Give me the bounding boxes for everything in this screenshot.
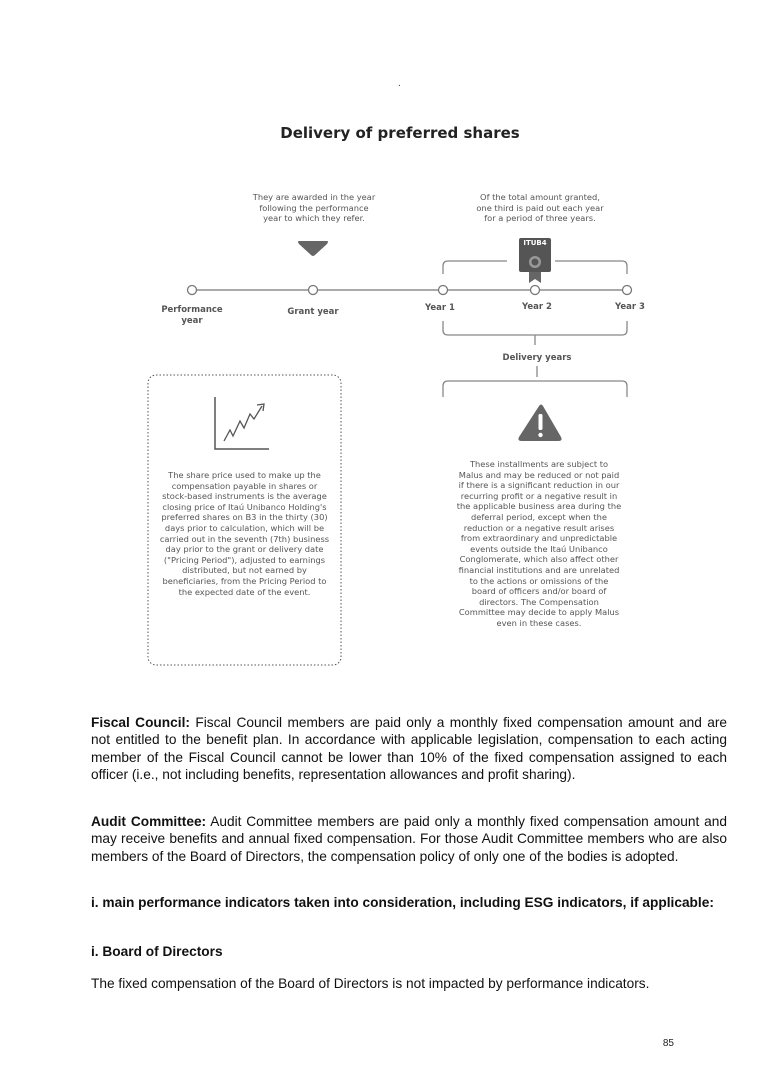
node-grant-year [309,286,318,295]
page-number: 85 [662,1038,674,1049]
node-year-3 [623,286,632,295]
payout-note: Of the total amount granted, one third is paid out each year for a period of three years. [476,192,604,224]
award-year-note: They are awarded in the year following the performance year to which they refer. [252,192,376,224]
label-year-2: Year 2 [522,302,552,312]
board-of-directors-text: The fixed compensation of the Board of Directors is not impacted by performance indicators. [91,976,650,991]
audit-committee-label: Audit Committee: [91,814,207,829]
lower-bracket [443,321,627,345]
audit-committee-paragraph [91,813,727,865]
node-year-1 [439,286,448,295]
fiscal-council-paragraph [91,714,727,784]
label-performance-year: Performance year [161,305,223,326]
node-performance-year [188,286,197,295]
ticker-label: ITUB4 [523,239,547,247]
label-year-3: Year 3 [615,302,645,312]
audit-committee-text: Audit Committee members are paid only a monthly fixed compensation amount and may receive benefits and annual fixed compensation. For those Audit Committee members who are also members of the Board of Directors, the compensation policy of only one of the bodies is adopted. [91,814,727,864]
warning-icon [518,405,561,442]
malus-note: These installments are subject to Malus and may be reduced or not paid if there is a significant reduction in our recurring profit or a negative result in the applicable business area during the deferral period, except when the reduction or a negative result arises from extraordinary and unpredictable events outside the Itaú Unibanco Conglomerate, which also affect other financial institutions and are unrelated to the actions or omissions of the board of officers and/or board of directors. The Compensation Committee may decide to apply Malus even in these cases. [456,459,622,628]
pricing-period-text: The share price used to make up the compensation payable in shares or stock-based instruments is the average closing price of Itaú Unibanco Holding's preferred shares on B3 in the thirty (30) days prior to calculation, which will be carried out in the seventh (7th) business day prior to the grant or delivery date ("Pricing Period"), adjusted to earnings distributed, but not earned by beneficiaries, from the Pricing Period to the expected date of the event. [159,470,330,597]
board-of-directors-heading: i. Board of Directors [91,944,223,959]
performance-indicators-heading: i. main performance indicators taken into consideration, including ESG indicators, if applicable: [91,895,714,910]
header-dot: . [398,78,401,89]
grant-marker-icon [298,241,328,256]
node-year-2 [531,286,540,295]
label-delivery-years: Delivery years [502,353,572,363]
fiscal-council-text: Fiscal Council members are paid only a monthly fixed compensation amount and are not entitled to the benefit plan. In accordance with applicable legislation, compensation to each acting member of the Fiscal Council cannot be lower than 10% of the fixed compensation assigned to each officer (i.e., not including benefits, representation allowances and profit sharing). [91,715,728,783]
infographic-title: Delivery of preferred shares [280,124,520,142]
label-grant-year: Grant year [287,307,339,317]
chart-growth-icon [215,397,269,449]
fiscal-council-label: Fiscal Council: [91,715,190,730]
delivery-bracket [443,366,627,397]
label-year-1: Year 1 [425,303,455,313]
